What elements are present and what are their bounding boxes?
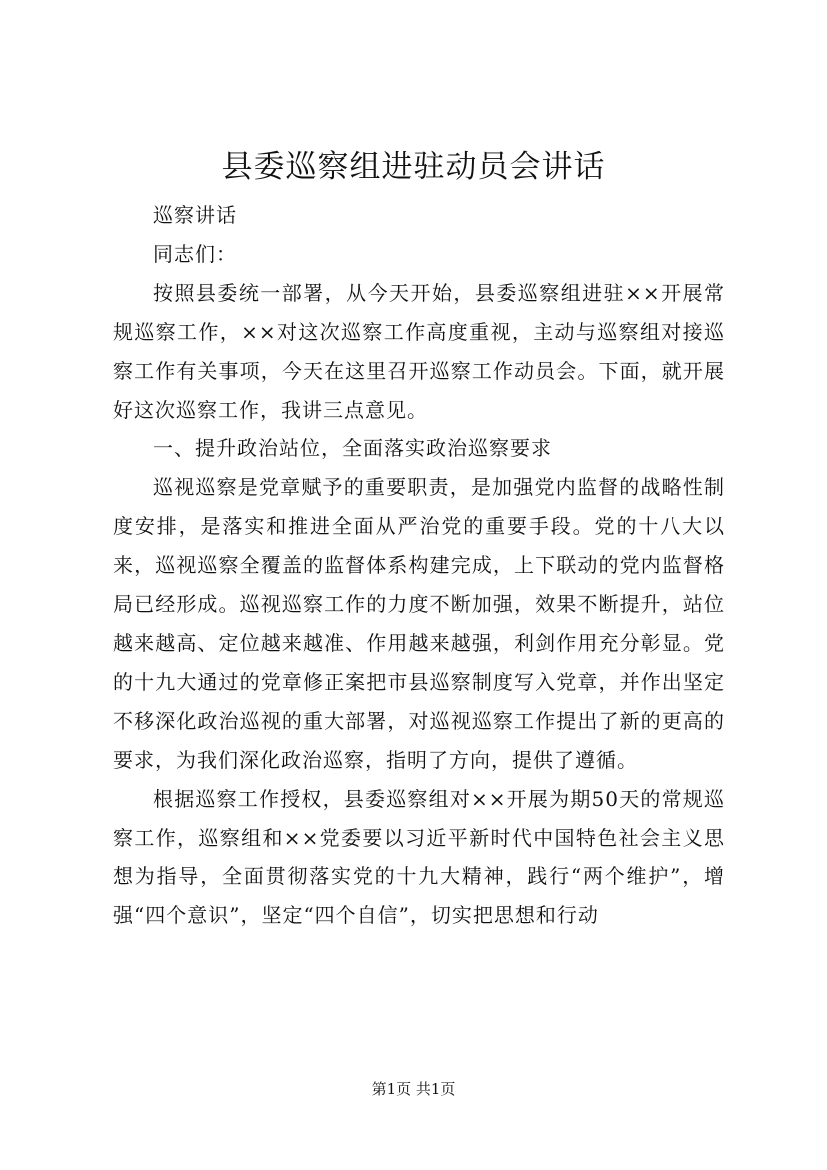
document-body [113, 196, 725, 935]
page-footer: 第1页 共1页 [371, 1080, 456, 1098]
paragraph-salutation: 同志们： [153, 241, 237, 266]
paragraph-section-1: 巡视巡察是党章赋予的重要职责，是加强党内监督的战略性制度安排，是落实和推进全面从严治党的重要手段。党的十八大以来，巡视巡察全覆盖的监督体系构建完成，上下联动的党内监督格局已经形成。巡视巡察工作的力度不断加强，效果不断提升，站位越来越高、定位越来越准、作用越来越强，利剑作用充分彰显。党的十九大通过的党章修正案把市县巡察制度写入党章，并作出坚定不移深化政治巡视的重大部署，对巡视巡察工作提出了新的更高的要求，为我们深化政治巡察，指明了方向，提供了遵循。 [113, 475, 725, 772]
section-heading-1: 一、提升政治站位，全面落实政治巡察要求 [153, 436, 552, 461]
paragraph-intro: 按照县委统一部署，从今天开始，县委巡察组进驻××开展常规巡察工作，××对这次巡察工作高度重视，主动与巡察组对接巡察工作有关事项，今天在这里召开巡察工作动员会。下面，就开展好这次巡察工作，我讲三点意见。 [113, 280, 725, 422]
paragraph-heading-label: 巡察讲话 [153, 203, 237, 227]
document-title: 县委巡察组进驻动员会讲话 [221, 149, 606, 185]
paragraph-authorization: 根据巡察工作授权，县委巡察组对××开展为期50天的常规巡察工作，巡察组和××党委要以习近平新时代中国特色社会主义思想为指导，全面贯彻落实党的十九大精神，践行“两个维护”，增强“四个意识”，坚定“四个自信”，切实把思想和行动 [113, 786, 725, 928]
